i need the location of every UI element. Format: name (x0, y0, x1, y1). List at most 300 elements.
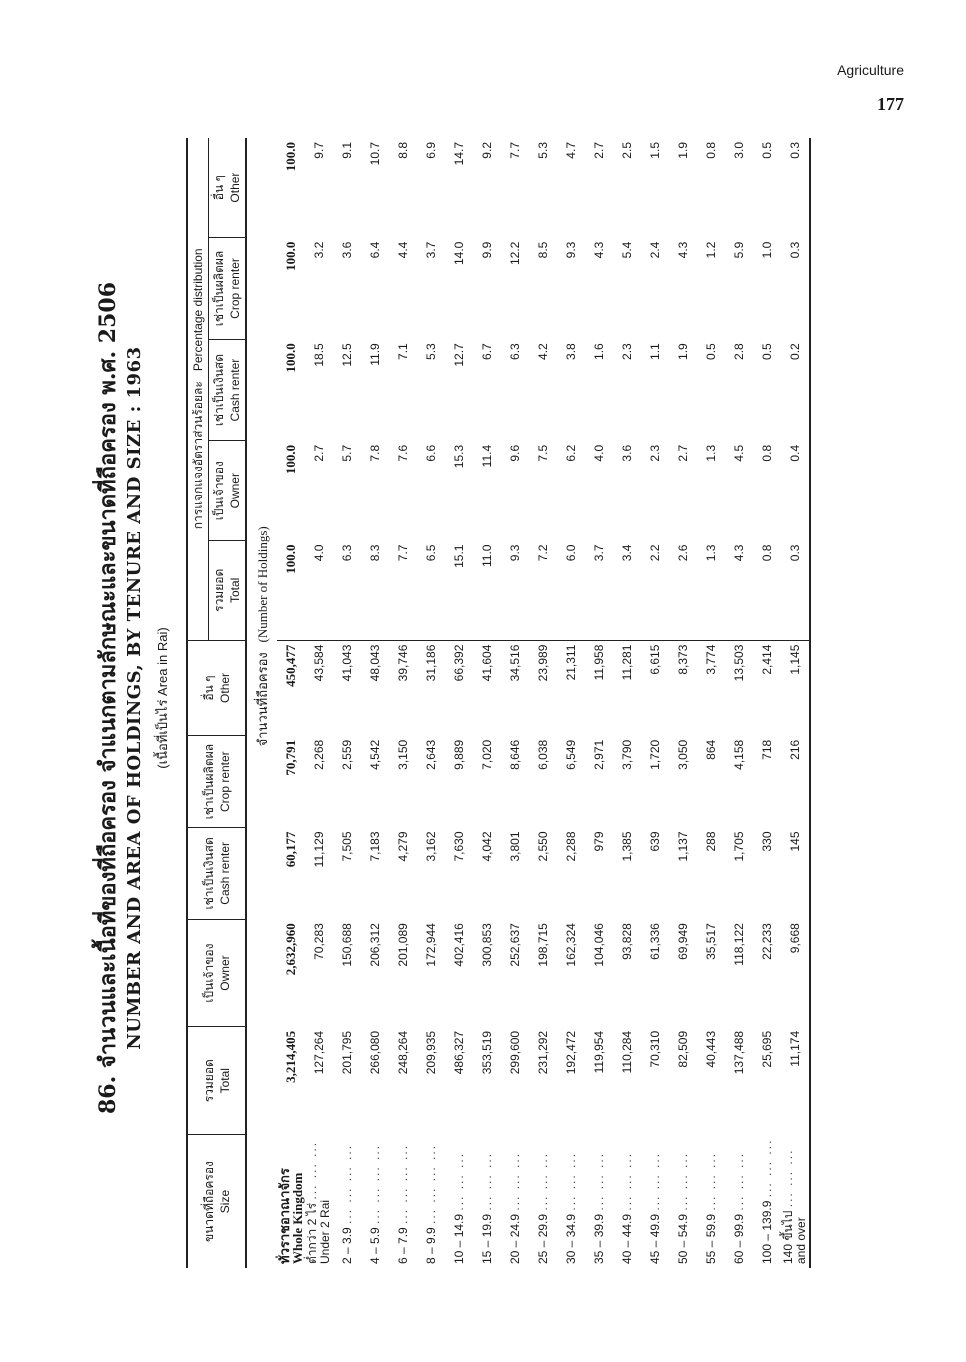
size-label-en: Whole Kingdom (290, 1172, 305, 1264)
table-row (725, 138, 753, 1268)
size-label: 100 – 139.9 (760, 1200, 774, 1264)
cell-p-owner: 7.6 (396, 444, 410, 462)
leader-dots: ... ... ... ... (396, 1143, 410, 1224)
pct-cash-header-en: Cash renter (228, 358, 242, 422)
cell-crop: 9,889 (452, 739, 466, 770)
table-row (501, 138, 529, 1268)
cell-owner: 300,853 (480, 923, 494, 967)
size-cell (669, 1135, 697, 1268)
cell-other: 3,774 (704, 644, 718, 675)
cell-p-cash: 1.9 (676, 343, 690, 360)
cell-other: 1,145 (788, 644, 802, 675)
cell-crop: 8,646 (508, 739, 522, 770)
cell-p-total: 3.7 (585, 541, 613, 641)
cell-crop: 2,268 (312, 739, 326, 770)
table-title-english: NUMBER AND AREA OF HOLDINGS, BY TENURE AND SIZE : 1963 (124, 346, 145, 1050)
leader-dots: ... ... ... (592, 1151, 606, 1211)
cell-other: 450,477 (283, 644, 298, 687)
size-header-en: Size (217, 1189, 232, 1214)
leader-dots: ... ... ... (452, 1151, 466, 1211)
cell-p-owner: 1.3 (704, 444, 718, 462)
cell-total: 3,214,405 (283, 1030, 298, 1083)
cell-cash: 145 (788, 831, 802, 852)
leader-dots: ... ... ... (781, 1148, 795, 1208)
cell-owner: 70,283 (312, 923, 326, 960)
percentage-group-header (187, 138, 209, 640)
cell-p-cash: 2.8 (732, 343, 746, 360)
cell-total: 486,327 (452, 1030, 466, 1075)
cell-owner: 198,715 (536, 923, 550, 967)
cell-total: 201,795 (340, 1030, 354, 1075)
cell-p-total: 4.3 (725, 541, 753, 641)
cell-p-other: 9.2 (480, 142, 494, 159)
cell-p-cash: 11.9 (368, 343, 382, 366)
leader-dots: ... ... ... (305, 1140, 319, 1200)
size-label: 140 ขึ้นไป (781, 1210, 795, 1264)
cell-p-crop: 14.0 (452, 241, 466, 266)
size-cell (277, 1135, 305, 1268)
cell-total: 119,954 (592, 1030, 606, 1074)
cell-cash: 979 (592, 831, 606, 852)
size-label: 25 – 29.9 (536, 1213, 550, 1264)
table-row (585, 138, 613, 1268)
pct-cash-header (209, 339, 247, 441)
page-number: 177 (877, 94, 904, 114)
cell-total: 110,284 (620, 1030, 634, 1074)
cash-renter-header-en: Cash renter (217, 842, 232, 905)
cell-p-crop: 4.4 (396, 241, 410, 259)
section-label: Agriculture (837, 62, 904, 78)
section-caption-en: (Number of Holdings) (254, 526, 270, 643)
cell-total: 353,519 (480, 1030, 494, 1075)
cell-p-owner: 7.5 (536, 444, 550, 462)
cash-renter-header-th: เช่าเป็นเงินสด (201, 837, 216, 910)
cell-other: 66,392 (452, 644, 466, 682)
section-caption (246, 138, 277, 1135)
cell-p-other: 1.5 (648, 142, 662, 159)
crop-renter-header-en: Crop renter (217, 751, 232, 813)
leader-dots: ... ... ... (760, 1138, 774, 1198)
cell-owner: 69,949 (676, 923, 690, 960)
table-row (445, 138, 473, 1268)
cell-p-owner: 6.6 (424, 444, 438, 462)
cell-p-crop: 12.2 (508, 241, 522, 266)
cell-crop: 864 (704, 739, 718, 760)
cell-p-owner: 4.0 (592, 444, 606, 462)
cell-crop: 4,158 (732, 739, 746, 770)
cell-total: 70,310 (648, 1030, 662, 1068)
cell-other: 43,584 (312, 644, 326, 682)
cell-other: 13,503 (732, 644, 746, 682)
pct-crop-header-th: เช่าเป็นผลิตผล (212, 250, 226, 327)
size-label: 2 – 3.9 (340, 1227, 354, 1264)
pct-cash-header-th: เช่าเป็นเงินสด (212, 353, 226, 427)
leader-dots: ... ... ... (676, 1151, 690, 1211)
size-label: 15 – 19.9 (480, 1213, 494, 1264)
cash-renter-header (187, 828, 246, 920)
pct-group-en: Percentage distribution (191, 248, 205, 372)
cell-p-owner: 4.5 (732, 444, 746, 462)
cell-p-crop: 1.0 (760, 241, 774, 259)
pct-crop-header-en: Crop renter (228, 258, 242, 319)
pct-total-header-en: Total (228, 577, 242, 603)
cell-p-cash: 0.5 (760, 343, 774, 360)
cell-p-crop: 2.4 (648, 241, 662, 259)
size-label: 6 – 7.9 (396, 1227, 410, 1264)
size-cell (641, 1135, 669, 1268)
cell-p-other: 14.7 (452, 142, 466, 166)
cell-other: 39,746 (396, 644, 410, 682)
cell-p-other: 10.7 (368, 142, 382, 166)
table-title-thai: 86. จำนวนและเนื้อที่ของที่ถือครอง จำแนกตามลักษณะและขนาดที่ถือครอง พ.ศ. 2506 (95, 281, 121, 1115)
cell-p-total: 7.2 (529, 541, 557, 641)
owner-header-en: Owner (217, 955, 232, 991)
rotated-table-page (88, 128, 848, 1268)
section-caption-th: จำนวนที่ถือครอง (254, 652, 270, 747)
cell-crop: 718 (760, 739, 774, 760)
table-row (277, 138, 305, 1268)
cell-p-total: 100.0 (277, 541, 305, 641)
cell-owner: 402,416 (452, 923, 466, 967)
cell-p-other: 5.3 (536, 142, 550, 159)
cell-p-cash: 6.7 (480, 343, 494, 360)
cell-other: 2,414 (760, 644, 774, 675)
cell-p-crop: 9.3 (564, 241, 578, 259)
leader-dots: ... ... ... (508, 1151, 522, 1211)
owner-header-th: เป็นเจ้าของ (201, 943, 216, 1003)
cell-other: 11,281 (620, 644, 634, 681)
table-row (473, 138, 501, 1268)
size-label: 60 – 99.9 (732, 1213, 746, 1264)
cell-cash: 1,137 (676, 831, 690, 862)
table-row (361, 138, 389, 1268)
cell-crop: 6,038 (536, 739, 550, 770)
size-label-en: and over (794, 1217, 808, 1264)
cell-owner: 104,046 (592, 923, 606, 967)
cell-p-total: 8.3 (361, 541, 389, 641)
crop-renter-header (187, 736, 246, 828)
cell-p-cash: 3.8 (564, 343, 578, 360)
cell-p-other: 3.0 (732, 142, 746, 159)
cell-p-cash: 18.5 (312, 343, 326, 367)
cell-p-cash: 0.5 (704, 343, 718, 360)
cell-crop: 4,542 (368, 739, 382, 770)
cell-crop: 3,150 (396, 739, 410, 770)
cell-total: 248,264 (396, 1030, 410, 1075)
cell-p-owner: 9.6 (508, 444, 522, 462)
total-header-th: รวมยอด (201, 1059, 216, 1103)
table-row (669, 138, 697, 1268)
other-header (187, 640, 246, 736)
table-row (613, 138, 641, 1268)
size-cell (333, 1135, 361, 1268)
cell-p-crop: 9.9 (480, 241, 494, 259)
table-row (417, 138, 445, 1268)
leader-dots: ... ... ... ... (368, 1143, 382, 1224)
cell-p-total: 0.3 (781, 541, 810, 641)
cell-cash: 1,705 (732, 831, 746, 862)
cell-p-total: 0.8 (753, 541, 781, 641)
leader-dots: ... ... ... ... (424, 1143, 438, 1224)
cell-p-owner: 2.7 (312, 444, 326, 462)
cell-p-crop: 5.9 (732, 241, 746, 259)
cell-crop: 3,050 (676, 739, 690, 770)
table-subtitle: (เนื้อที่เป็นไร่ Area in Rai) (155, 627, 170, 769)
leader-dots: ... ... ... ... (340, 1143, 354, 1224)
cell-other: 6,615 (648, 644, 662, 675)
cell-p-total: 6.5 (417, 541, 445, 641)
pct-crop-header (209, 238, 247, 340)
cell-crop: 1,720 (648, 739, 662, 770)
cell-p-total: 6.3 (333, 541, 361, 641)
other-header-en: Other (217, 672, 232, 703)
cell-p-total: 6.0 (557, 541, 585, 641)
table-row (641, 138, 669, 1268)
cell-p-total: 9.3 (501, 541, 529, 641)
size-label: 4 – 5.9 (368, 1227, 382, 1264)
cell-p-total: 4.0 (305, 541, 333, 641)
size-label: 40 – 44.9 (620, 1213, 634, 1264)
cell-p-cash: 1.1 (648, 343, 662, 360)
size-label: 30 – 34.9 (564, 1213, 578, 1264)
cell-p-crop: 100.0 (283, 241, 298, 271)
cell-p-crop: 6.4 (368, 241, 382, 259)
cell-crop: 2,559 (340, 739, 354, 770)
cell-crop: 7,020 (480, 739, 494, 770)
leader-dots: ... ... ... (648, 1151, 662, 1211)
table-row (333, 138, 361, 1268)
cell-p-crop: 1.2 (704, 241, 718, 259)
cell-p-owner: 7.8 (368, 444, 382, 462)
size-label: 45 – 49.9 (648, 1213, 662, 1264)
pct-owner-header-en: Owner (228, 473, 242, 509)
cell-p-owner: 15.3 (452, 444, 466, 469)
cell-owner: 201,089 (396, 923, 410, 967)
cell-p-crop: 5.4 (620, 241, 634, 259)
cell-p-cash: 6.3 (508, 343, 522, 360)
size-label: ทั่วราชอาณาจักร (277, 1168, 292, 1264)
cell-cash: 288 (704, 831, 718, 852)
cell-p-crop: 3.7 (424, 241, 438, 259)
cell-p-cash: 100.0 (283, 343, 298, 373)
cell-other: 34,516 (508, 644, 522, 682)
cell-total: 266,080 (368, 1030, 382, 1075)
cell-p-other: 9.1 (340, 142, 354, 159)
cell-owner: 2,632,960 (283, 923, 298, 976)
cell-p-total: 3.4 (613, 541, 641, 641)
size-cell (725, 1135, 753, 1268)
size-cell (361, 1135, 389, 1268)
cell-cash: 330 (760, 831, 774, 852)
size-cell (613, 1135, 641, 1268)
cell-p-crop: 0.3 (788, 241, 802, 259)
cell-p-owner: 0.4 (788, 444, 802, 462)
cell-crop: 70,791 (283, 739, 298, 776)
cell-p-total: 15.1 (445, 541, 473, 641)
cell-p-owner: 6.2 (564, 444, 578, 462)
cell-total: 40,443 (704, 1030, 718, 1068)
cell-total: 192,472 (564, 1030, 578, 1075)
pct-other-header-en: Other (228, 172, 242, 203)
cell-total: 209,935 (424, 1030, 438, 1075)
cell-owner: 162,324 (564, 923, 578, 967)
cell-p-other: 9.7 (312, 142, 326, 159)
total-header (187, 1027, 246, 1135)
cell-p-owner: 2.3 (648, 444, 662, 462)
cell-crop: 3,790 (620, 739, 634, 770)
size-cell (529, 1135, 557, 1268)
pct-other-header (209, 138, 247, 238)
cell-p-other: 1.9 (676, 142, 690, 159)
size-label: 35 – 39.9 (592, 1213, 606, 1264)
table-row (697, 138, 725, 1268)
cell-p-cash: 2.3 (620, 343, 634, 360)
leader-dots: ... ... ... (704, 1151, 718, 1211)
pct-owner-header-th: เป็นเจ้าของ (212, 461, 226, 521)
cell-cash: 1,385 (620, 831, 634, 862)
cell-cash: 639 (648, 831, 662, 852)
owner-header (187, 919, 246, 1027)
cell-p-owner: 0.8 (760, 444, 774, 462)
cell-owner: 252,637 (508, 923, 522, 967)
cell-cash: 2,550 (536, 831, 550, 862)
cell-p-total: 2.2 (641, 541, 669, 641)
table-row (753, 138, 781, 1268)
table-row (529, 138, 557, 1268)
cell-p-crop: 4.3 (676, 241, 690, 259)
size-cell (557, 1135, 585, 1268)
cell-p-total: 11.0 (473, 541, 501, 641)
cell-p-crop: 3.6 (340, 241, 354, 259)
size-cell (417, 1135, 445, 1268)
leader-dots: ... ... ... (480, 1151, 494, 1211)
cell-cash: 7,630 (452, 831, 466, 862)
cell-owner: 22,233 (760, 923, 774, 960)
cell-owner: 35,517 (704, 923, 718, 960)
title-block (88, 128, 178, 1268)
size-header (187, 1135, 246, 1268)
cell-total: 82,509 (676, 1030, 690, 1068)
size-cell (501, 1135, 529, 1268)
cell-total: 11,174 (788, 1030, 802, 1067)
cell-p-owner: 2.7 (676, 444, 690, 462)
cell-cash: 4,042 (480, 831, 494, 862)
cell-p-cash: 0.2 (788, 343, 802, 360)
cell-cash: 60,177 (283, 831, 298, 868)
table-body (246, 138, 810, 1268)
cell-other: 23,989 (536, 644, 550, 682)
size-cell (389, 1135, 417, 1268)
size-label: 8 – 9.9 (424, 1227, 438, 1264)
size-cell (445, 1135, 473, 1268)
cell-total: 299,600 (508, 1030, 522, 1075)
cell-other: 41,604 (480, 644, 494, 682)
cell-p-crop: 4.3 (592, 241, 606, 259)
size-cell (585, 1135, 613, 1268)
cell-p-other: 2.5 (620, 142, 634, 159)
cell-p-cash: 12.5 (340, 343, 354, 367)
size-label: 55 – 59.9 (704, 1213, 718, 1264)
leader-dots: ... ... ... (564, 1151, 578, 1211)
cell-crop: 216 (788, 739, 802, 760)
pct-group-th: การแจกแจงอัตราส่วนร้อยละ (191, 381, 205, 530)
cell-owner: 206,312 (368, 923, 382, 967)
cell-other: 48,043 (368, 644, 382, 682)
cell-other: 31,186 (424, 644, 438, 682)
size-label: ต่ำกว่า 2 ไร่ (305, 1202, 319, 1264)
cell-owner: 93,828 (620, 923, 634, 960)
cell-p-other: 2.7 (592, 142, 606, 159)
cell-p-cash: 1.6 (592, 343, 606, 360)
cell-p-other: 6.9 (424, 142, 438, 159)
pct-other-header-th: อื่น ๆ (212, 174, 226, 201)
holdings-table (186, 138, 811, 1268)
leader-dots: ... ... ... (536, 1151, 550, 1211)
cell-p-other: 0.3 (788, 142, 802, 159)
other-header-th: อื่น ๆ (201, 675, 216, 701)
leader-dots: ... ... ... (732, 1151, 746, 1211)
cell-p-owner: 100.0 (283, 444, 298, 475)
cell-owner: 118,122 (732, 923, 746, 966)
cell-p-cash: 4.2 (536, 343, 550, 360)
size-cell (305, 1135, 333, 1268)
cell-p-cash: 7.1 (396, 343, 410, 360)
pct-total-header (209, 541, 247, 641)
cell-p-other: 100.0 (283, 142, 298, 172)
cell-cash: 2,288 (564, 831, 578, 862)
cell-p-crop: 3.2 (312, 241, 326, 259)
cell-total: 137,488 (732, 1030, 746, 1075)
table-row (389, 138, 417, 1268)
cell-total: 25,695 (760, 1030, 774, 1068)
cell-p-cash: 5.3 (424, 343, 438, 360)
size-cell (697, 1135, 725, 1268)
cell-owner: 150,688 (340, 923, 354, 967)
cell-p-owner: 3.6 (620, 444, 634, 462)
cell-other: 8,373 (676, 644, 690, 675)
pct-total-header-th: รวมยอด (212, 568, 226, 612)
size-header-th: ขนาดที่ถือครอง (201, 1161, 216, 1242)
size-label: 10 – 14.9 (452, 1213, 466, 1264)
cell-p-total: 2.6 (669, 541, 697, 641)
size-cell (781, 1135, 810, 1268)
section-caption-row (246, 138, 277, 1268)
cell-cash: 3,801 (508, 831, 522, 862)
cell-owner: 172,944 (424, 923, 438, 967)
cell-other: 41,043 (340, 644, 354, 682)
cell-owner: 61,336 (648, 923, 662, 960)
cell-cash: 4,279 (396, 831, 410, 862)
cell-total: 127,264 (312, 1030, 326, 1075)
table-row (305, 138, 333, 1268)
size-label: 20 – 24.9 (508, 1213, 522, 1264)
cell-total: 231,292 (536, 1030, 550, 1075)
cell-p-other: 7.7 (508, 142, 522, 159)
size-label: 50 – 54.9 (676, 1213, 690, 1264)
cell-p-total: 7.7 (389, 541, 417, 641)
size-cell (473, 1135, 501, 1268)
crop-renter-header-th: เช่าเป็นผลิตผล (201, 743, 216, 820)
cell-other: 11,958 (592, 644, 606, 681)
table-row (781, 138, 810, 1268)
table-row (557, 138, 585, 1268)
cell-p-cash: 12.7 (452, 343, 466, 367)
cell-cash: 7,183 (368, 831, 382, 862)
cell-p-owner: 5.7 (340, 444, 354, 462)
cell-p-other: 0.8 (704, 142, 718, 159)
cell-p-crop: 8.5 (536, 241, 550, 259)
cell-p-other: 0.5 (760, 142, 774, 159)
